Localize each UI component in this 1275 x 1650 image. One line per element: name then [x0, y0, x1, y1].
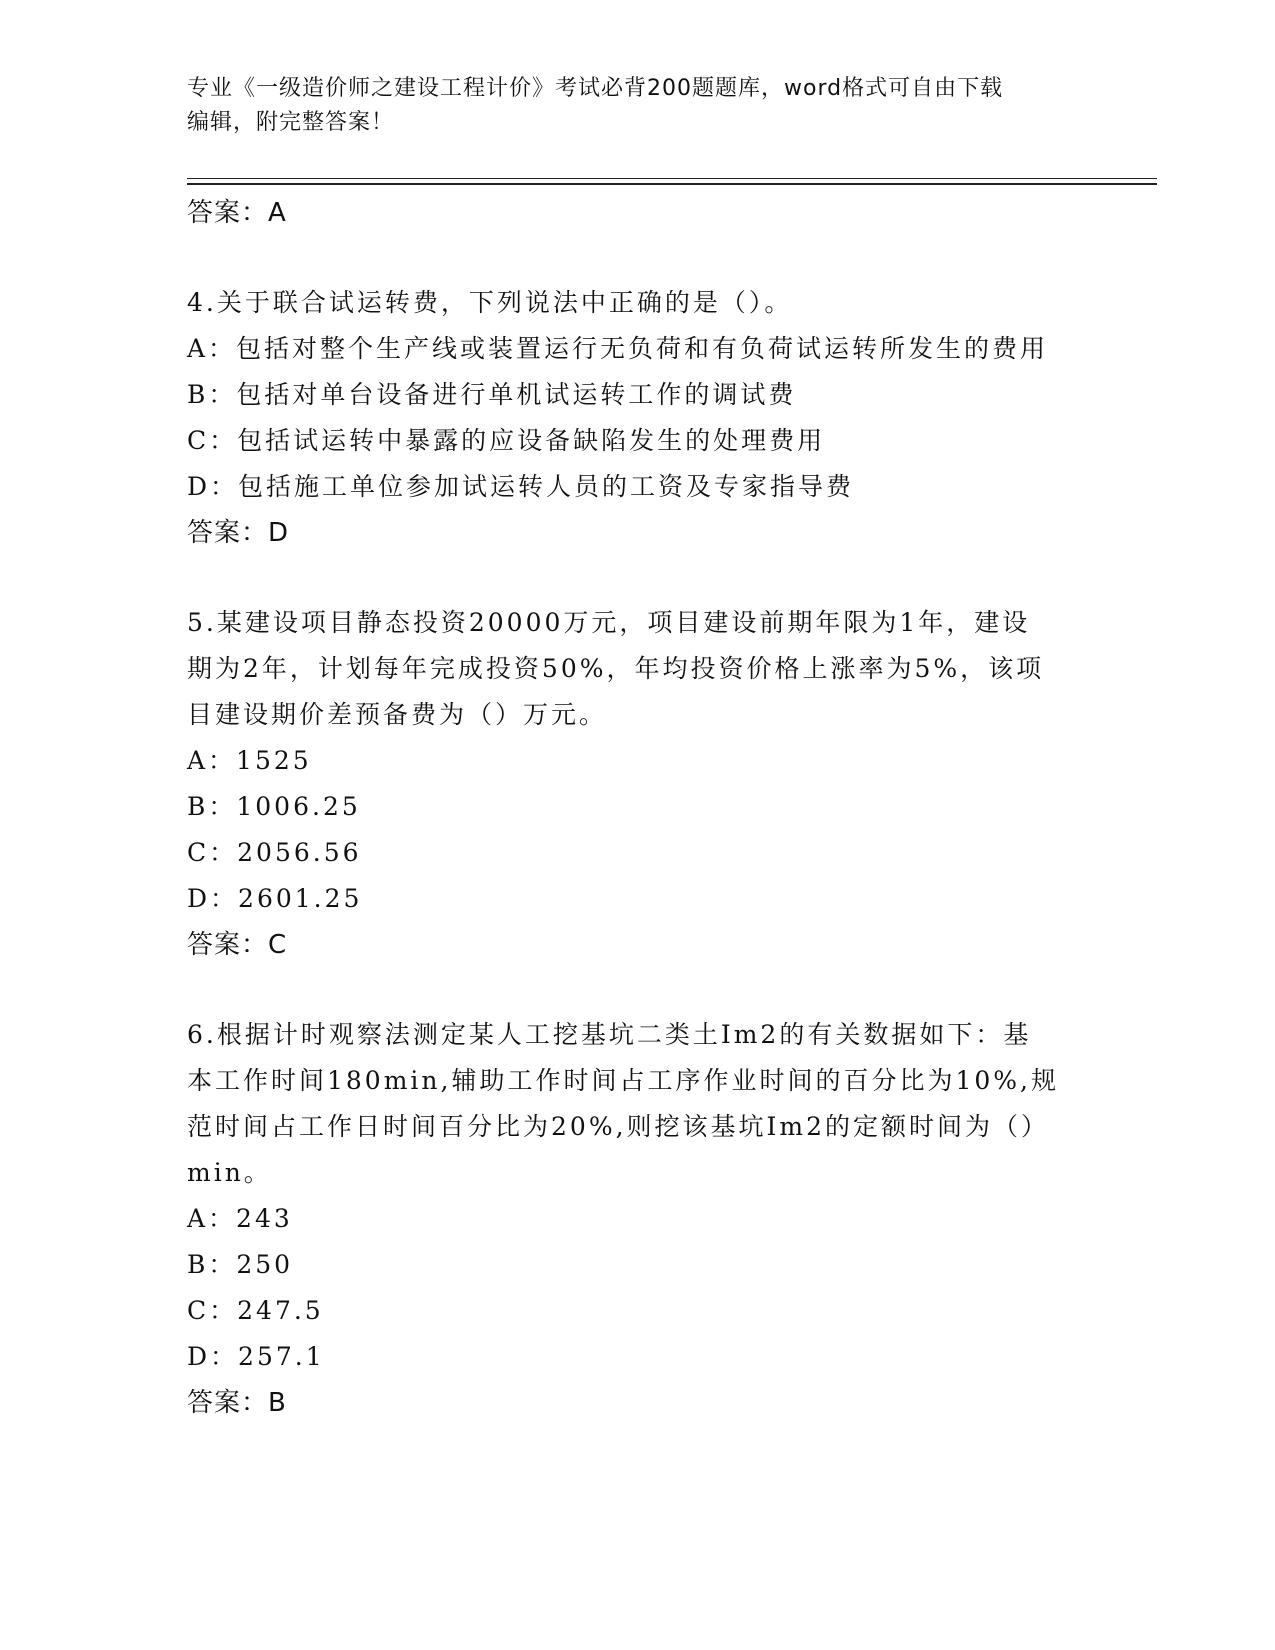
- answer-q4: 答案：D: [187, 518, 290, 548]
- question-5: [187, 600, 1087, 968]
- option-d: D：包括施工单位参加试运转人员的工资及专家指导费: [187, 472, 855, 501]
- option-c: C：2056.56: [187, 838, 362, 867]
- spacer: [187, 968, 1087, 1012]
- question-6: [187, 1012, 1087, 1426]
- question-text-line-2: 本工作时间180min,辅助工作时间占工序作业时间的百分比为10%,规: [187, 1066, 1059, 1095]
- option-b: B：包括对单台设备进行单机试运转工作的调试费: [187, 380, 797, 409]
- question-list: [187, 190, 1087, 1426]
- option-b: B：1006.25: [187, 792, 361, 821]
- question-text-line-3: 范时间占工作日时间百分比为20%,则挖该基坑Im2的定额时间为（）: [187, 1112, 1050, 1141]
- header-rule-thin: [187, 178, 1157, 179]
- option-a: A：包括对整个生产线或装置运行无负荷和有负荷试运转所发生的费用: [187, 334, 1049, 363]
- option-c: C：247.5: [187, 1296, 324, 1325]
- question-text-line-3: 目建设期价差预备费为（）万元。: [187, 700, 608, 729]
- question-text-line-1: 6.根据计时观察法测定某人工挖基坑二类土Im2的有关数据如下：基: [187, 1020, 1032, 1049]
- option-a: A：243: [187, 1204, 293, 1233]
- question-4: [187, 280, 1087, 556]
- question-text-line-4: min。: [187, 1158, 272, 1187]
- question-text: 4.关于联合试运转费，下列说法中正确的是（）。: [187, 288, 793, 317]
- question-text-line-2: 期为2年，计划每年完成投资50%，年均投资价格上涨率为5%，该项: [187, 654, 1045, 683]
- option-c: C：包括试运转中暴露的应设备缺陷发生的处理费用: [187, 426, 826, 455]
- option-d: D：2601.25: [187, 884, 363, 913]
- spacer: [187, 236, 1087, 280]
- answer-q5: 答案：C: [187, 930, 288, 960]
- answer-q6: 答案：B: [187, 1388, 287, 1418]
- document-header: [187, 72, 1087, 140]
- option-b: B：250: [187, 1250, 294, 1279]
- header-rule-thick: [187, 183, 1157, 185]
- header-line-2: 编辑，附完整答案！: [187, 110, 395, 135]
- option-a: A：1525: [187, 746, 312, 775]
- spacer: [187, 556, 1087, 600]
- header-line-1: 专业《一级造价师之建设工程计价》考试必背200题题库，word格式可自由下载: [187, 76, 1004, 101]
- option-d: D：257.1: [187, 1342, 325, 1371]
- answer-q3: 答案：A: [187, 198, 287, 228]
- question-text-line-1: 5.某建设项目静态投资20000万元，项目建设前期年限为1年，建设: [187, 608, 1031, 637]
